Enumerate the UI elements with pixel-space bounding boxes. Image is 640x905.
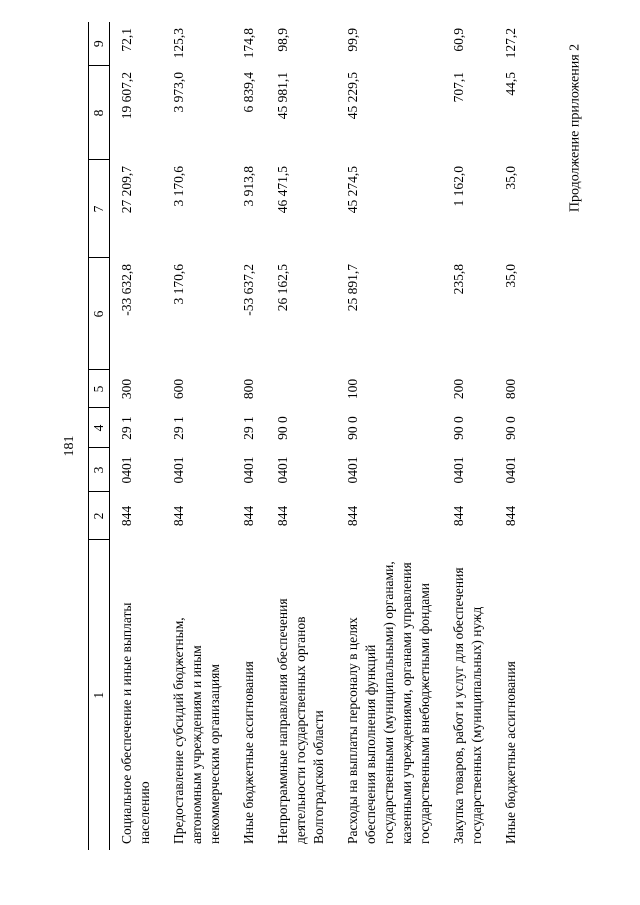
planned-cell: 35,0: [503, 166, 518, 190]
table-row: [110, 22, 163, 850]
grbs-cell: 844: [451, 505, 466, 527]
vr-cell: 800: [503, 378, 518, 400]
grbs-cell: 844: [345, 505, 360, 527]
row-name-cell: Иные бюджетные ассигнования: [241, 661, 256, 844]
csr-cell: 90 0: [275, 416, 290, 440]
vr-cell: 100: [345, 378, 360, 400]
percent-cell: 125,3: [171, 28, 186, 59]
row-name-cell: Предоставление субсидий бюджетным, автономным учреждениям и иным некоммерческим организациям: [171, 617, 222, 844]
table-row: [336, 22, 442, 850]
executed-cell: 45 229,5: [345, 72, 360, 120]
percent-cell: 72,1: [119, 28, 134, 52]
planned-cell: 45 274,5: [345, 166, 360, 214]
csr-cell: 90 0: [345, 416, 360, 440]
page-number: 181: [62, 435, 77, 457]
grbs-cell: 844: [275, 505, 290, 527]
amount-change-cell: 235,8: [451, 264, 466, 295]
grbs-cell: 844: [119, 505, 134, 527]
percent-cell: 99,9: [345, 28, 360, 52]
header-cell: 4: [89, 408, 110, 448]
vr-cell: 200: [451, 378, 466, 400]
section-cell: 0401: [451, 456, 466, 484]
planned-cell: 3 913,8: [241, 166, 256, 207]
vr-cell: [266, 370, 336, 408]
percent-cell: 127,2: [503, 28, 518, 59]
section-cell: 0401: [503, 456, 518, 484]
section-cell: 0401: [171, 456, 186, 484]
executed-cell: 707,1: [451, 72, 466, 103]
percent-cell: 60,9: [451, 28, 466, 52]
amount-change-cell: 35,0: [503, 264, 518, 288]
csr-cell: 29 1: [171, 416, 186, 440]
amount-change-cell: -53 637,2: [241, 264, 256, 316]
csr-cell: 90 0: [503, 416, 518, 440]
executed-cell: 45 981,1: [275, 72, 290, 120]
section-cell: 0401: [345, 456, 360, 484]
csr-cell: 90 0: [451, 416, 466, 440]
table-stage: [88, 20, 568, 850]
amount-change-cell: 26 162,5: [275, 264, 290, 312]
table-row: [442, 22, 494, 850]
executed-cell: 3 973,0: [171, 72, 186, 113]
header-cell: 3: [89, 448, 110, 492]
executed-cell: 19 607,2: [119, 72, 134, 120]
vr-cell: 600: [171, 378, 186, 400]
table-row: [162, 22, 232, 850]
csr-cell: 29 1: [241, 416, 256, 440]
amount-change-cell: -33 632,8: [119, 264, 134, 316]
section-cell: 0401: [119, 456, 134, 484]
grbs-cell: 844: [241, 505, 256, 527]
executed-cell: 44,5: [503, 72, 518, 96]
amount-change-cell: 25 891,7: [345, 264, 360, 312]
planned-cell: 46 471,5: [275, 166, 290, 214]
header-cell: 8: [89, 66, 110, 160]
table-row: [266, 22, 336, 850]
row-name-cell: Социальное обеспечение и иные выплаты населению: [119, 602, 152, 844]
header-cell: 6: [89, 258, 110, 370]
header-cell: 1: [89, 540, 110, 850]
amount-change-cell: 3 170,6: [171, 264, 186, 305]
row-name-cell: Закупка товаров, работ и услуг для обеспечения государственных (муниципальных) нужд: [451, 567, 484, 844]
header-cell: 5: [89, 370, 110, 408]
vr-cell: 300: [119, 378, 134, 400]
section-cell: 0401: [241, 456, 256, 484]
table-row: [232, 22, 266, 850]
row-name-cell: Расходы на выплаты персоналу в целях обеспечения выполнения функций государственными (муниципальными) органами, казенными учреждениями, органами управления государственными внебюджетными фондами: [345, 561, 432, 844]
budget-table: [88, 22, 528, 850]
appendix-caption: Продолжение приложения 2: [567, 43, 583, 213]
executed-cell: 6 839,4: [241, 72, 256, 113]
section-cell: 0401: [275, 456, 290, 484]
percent-cell: 174,8: [241, 28, 256, 59]
planned-cell: 27 209,7: [119, 166, 134, 214]
csr-cell: 29 1: [119, 416, 134, 440]
grbs-cell: 844: [503, 505, 518, 527]
vr-cell: 800: [241, 378, 256, 400]
planned-cell: 3 170,6: [171, 166, 186, 207]
row-name-cell: Непрограммные направления обеспечения деятельности государственных органов Волгоградской области: [275, 598, 326, 844]
percent-cell: 98,9: [275, 28, 290, 52]
grbs-cell: 844: [171, 505, 186, 527]
header-row: [89, 22, 110, 850]
planned-cell: 1 162,0: [451, 166, 466, 207]
row-name-cell: Иные бюджетные ассигнования: [503, 661, 518, 844]
table-row: [494, 22, 528, 850]
header-cell: 9: [89, 22, 110, 66]
header-cell: 2: [89, 492, 110, 540]
header-cell: 7: [89, 160, 110, 258]
